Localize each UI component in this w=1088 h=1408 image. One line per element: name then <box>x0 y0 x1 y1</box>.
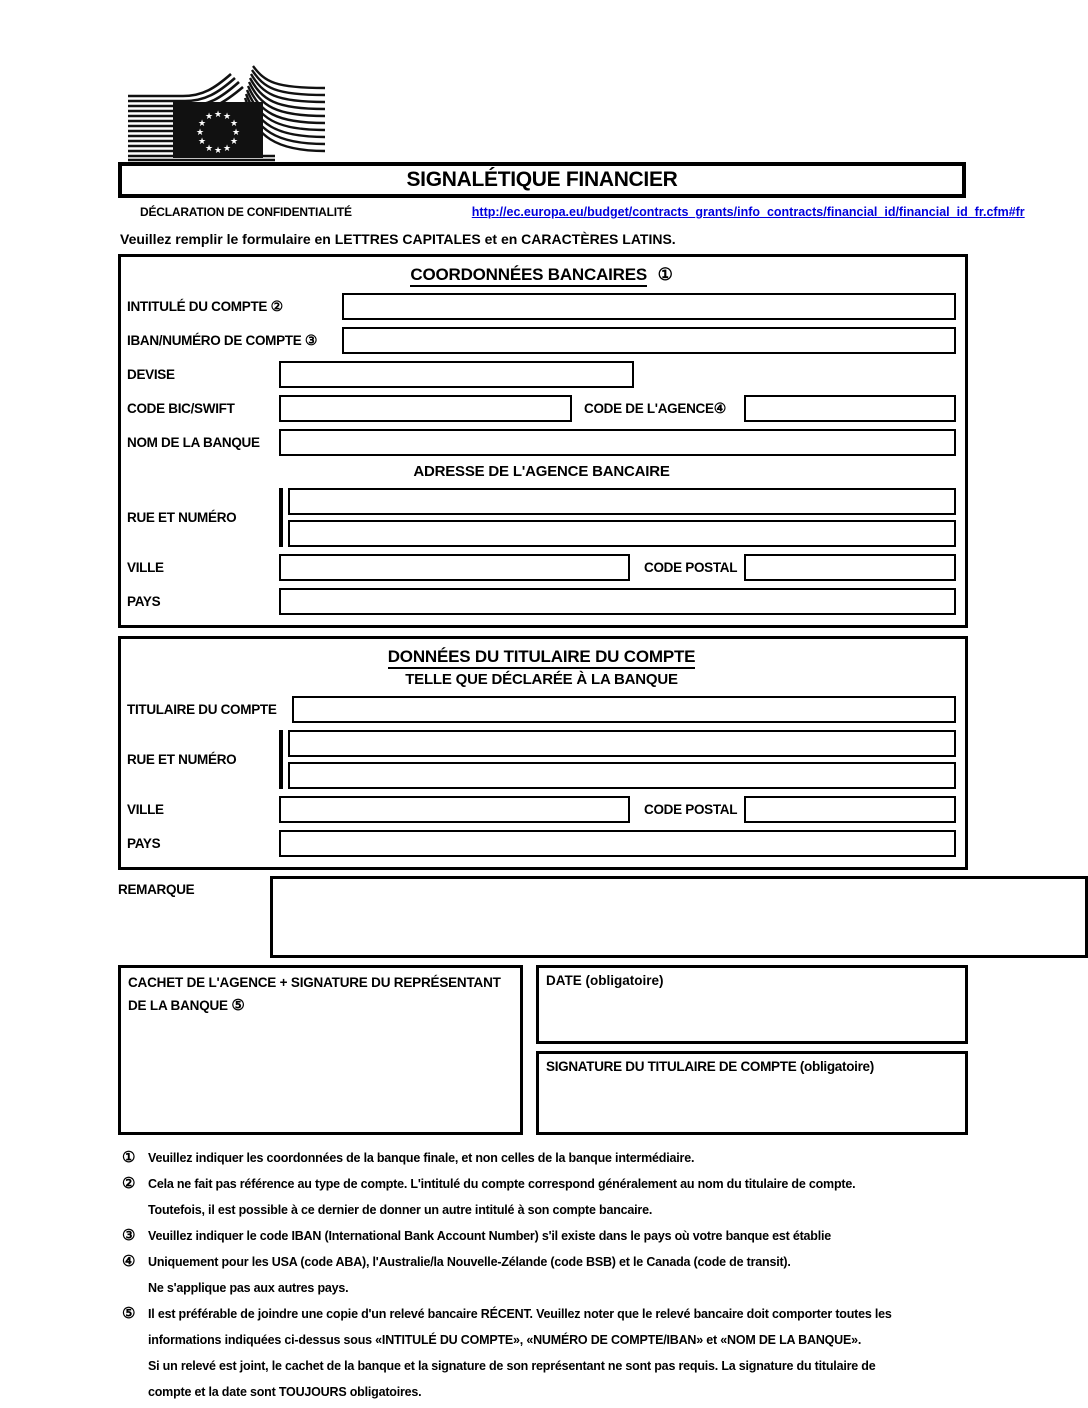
holder-name-input[interactable] <box>292 696 956 723</box>
currency-label: DEVISE <box>127 367 175 382</box>
holder-street-label: RUE ET NUMÉRO <box>127 752 237 767</box>
bank-city-label: VILLE <box>127 560 164 575</box>
footnotes <box>122 1145 968 1405</box>
bank-street-input-line1[interactable] <box>288 488 956 515</box>
agency-stamp-label: CACHET DE L'AGENCE + SIGNATURE DU REPRÉSENTANT DE LA BANQUE ⑤ <box>128 975 501 1014</box>
footnote-ref-1: ① <box>657 265 673 284</box>
footnote-ref-2: ② <box>270 298 283 314</box>
bracket-divider <box>279 488 283 547</box>
holder-city-input[interactable] <box>279 796 630 823</box>
footnote-ref-5: ⑤ <box>231 996 245 1014</box>
holder-postal-label: CODE POSTAL <box>644 802 738 817</box>
european-commission-logo <box>125 62 330 162</box>
bic-label: CODE BIC/SWIFT <box>127 401 235 416</box>
footnote-1: ① Veuillez indiquer les coordonnées de la banque finale, et non celles de la banque intermédiaire. <box>122 1149 695 1166</box>
svg-text:★: ★ <box>229 137 239 147</box>
holder-postal-input[interactable] <box>744 796 956 823</box>
confidentiality-link[interactable]: http://ec.europa.eu/budget/contracts_grants/info_contracts/financial_id/financial_id_fr.cfm#fr <box>471 205 1025 219</box>
agency-address-title: ADRESSE DE L'AGENCE BANCAIRE <box>413 463 670 480</box>
holder-city-label: VILLE <box>127 802 164 817</box>
account-name-input[interactable] <box>342 293 956 320</box>
bank-street-input-line2[interactable] <box>288 520 956 547</box>
holder-country-input[interactable] <box>279 830 956 857</box>
svg-text:★: ★ <box>213 110 223 120</box>
holder-country-label: PAYS <box>127 836 161 851</box>
remark-textarea[interactable] <box>270 876 1088 958</box>
bank-postal-label: CODE POSTAL <box>644 560 738 575</box>
svg-text:★: ★ <box>229 119 239 129</box>
svg-text:★: ★ <box>222 144 232 154</box>
holder-section-subtitle: TELLE QUE DÉCLARÉE À LA BANQUE <box>405 671 678 688</box>
bracket-divider <box>279 730 283 789</box>
footnote-4: ④ Uniquement pour les USA (code ABA), l'Australie/la Nouvelle-Zélande (code BSB) et le Canada (code de transit). Ne s'applique pas aux autres pays. <box>122 1253 791 1295</box>
footnote-ref-3: ③ <box>304 332 318 348</box>
footnote-5: ⑤ Il est préférable de joindre une copie d'un relevé bancaire RÉCENT. Veuillez noter que le relevé bancaire doit comporter toutes les informations indiquées ci-dessus sous «INTITULÉ DU COMPTE», «NUMÉRO DE COMPTE/IBAN» et «NOM DE LA BANQUE». Si un relevé est joint, le cachet de la banque et la signature de son représentant ne sont pas requis. La signature du titulaire de compte et la date sont TOUJOURS obligatoires. <box>122 1305 892 1399</box>
svg-text:★: ★ <box>197 119 207 129</box>
bank-country-label: PAYS <box>127 594 161 609</box>
svg-text:★: ★ <box>204 144 214 154</box>
bic-input[interactable] <box>279 395 572 422</box>
holder-name-label: TITULAIRE DU COMPTE <box>127 702 277 717</box>
bank-name-label: NOM DE LA BANQUE <box>127 435 260 450</box>
page-title: SIGNALÉTIQUE FINANCIER <box>406 168 678 191</box>
agency-stamp-box[interactable] <box>118 965 523 1135</box>
date-label: DATE (obligatoire) <box>546 973 664 988</box>
currency-input[interactable] <box>279 361 634 388</box>
fill-instruction: Veuillez remplir le formulaire en LETTRES CAPITALES et en CARACTÈRES LATINS. <box>120 231 676 247</box>
account-holder-section <box>118 636 968 870</box>
footnote-3: ③ Veuillez indiquer le code IBAN (International Bank Account Number) s'il existe dans le pays où votre banque est établie <box>122 1227 832 1244</box>
iban-label: IBAN/NUMÉRO DE COMPTE ③ <box>127 332 318 348</box>
bank-details-section <box>118 254 968 628</box>
confidentiality-label: DÉCLARATION DE CONFIDENTIALITÉ <box>140 205 352 219</box>
svg-text:★: ★ <box>222 112 232 122</box>
svg-text:★: ★ <box>197 137 207 147</box>
remark-label: REMARQUE <box>118 882 195 897</box>
svg-text:★: ★ <box>213 146 223 156</box>
bank-city-input[interactable] <box>279 554 630 581</box>
holder-signature-fill-area[interactable] <box>546 1074 958 1122</box>
holder-section-title: DONNÉES DU TITULAIRE DU COMPTE <box>127 647 956 667</box>
form-title-bar <box>118 162 966 198</box>
holder-street-input-line1[interactable] <box>288 730 956 757</box>
svg-text:★: ★ <box>195 128 205 138</box>
date-fill-area[interactable] <box>546 988 958 1032</box>
account-name-label: INTITULÉ DU COMPTE ② <box>127 298 283 314</box>
bank-name-input[interactable] <box>279 429 956 456</box>
bank-details-title: COORDONNÉES BANCAIRES ① <box>127 265 956 285</box>
agency-code-input[interactable] <box>744 395 956 422</box>
bank-street-label: RUE ET NUMÉRO <box>127 510 237 525</box>
bank-postal-input[interactable] <box>744 554 956 581</box>
date-box[interactable] <box>536 965 968 1044</box>
bank-country-input[interactable] <box>279 588 956 615</box>
svg-text:★: ★ <box>204 112 214 122</box>
holder-street-input-line2[interactable] <box>288 762 956 789</box>
iban-input[interactable] <box>342 327 956 354</box>
svg-text:★: ★ <box>231 128 241 138</box>
holder-signature-box[interactable] <box>536 1051 968 1135</box>
holder-signature-label: SIGNATURE DU TITULAIRE DE COMPTE (obligatoire) <box>546 1059 874 1074</box>
agency-code-label: CODE DE L'AGENCE④ <box>584 400 726 416</box>
footnote-2: ② Cela ne fait pas référence au type de compte. L'intitulé du compte correspond généralement au nom du titulaire de compte. Toutefois, il est possible à ce dernier de donner un autre intitulé à son compte bancaire. <box>122 1175 856 1217</box>
footnote-ref-4: ④ <box>713 400 726 416</box>
header <box>125 0 1088 162</box>
